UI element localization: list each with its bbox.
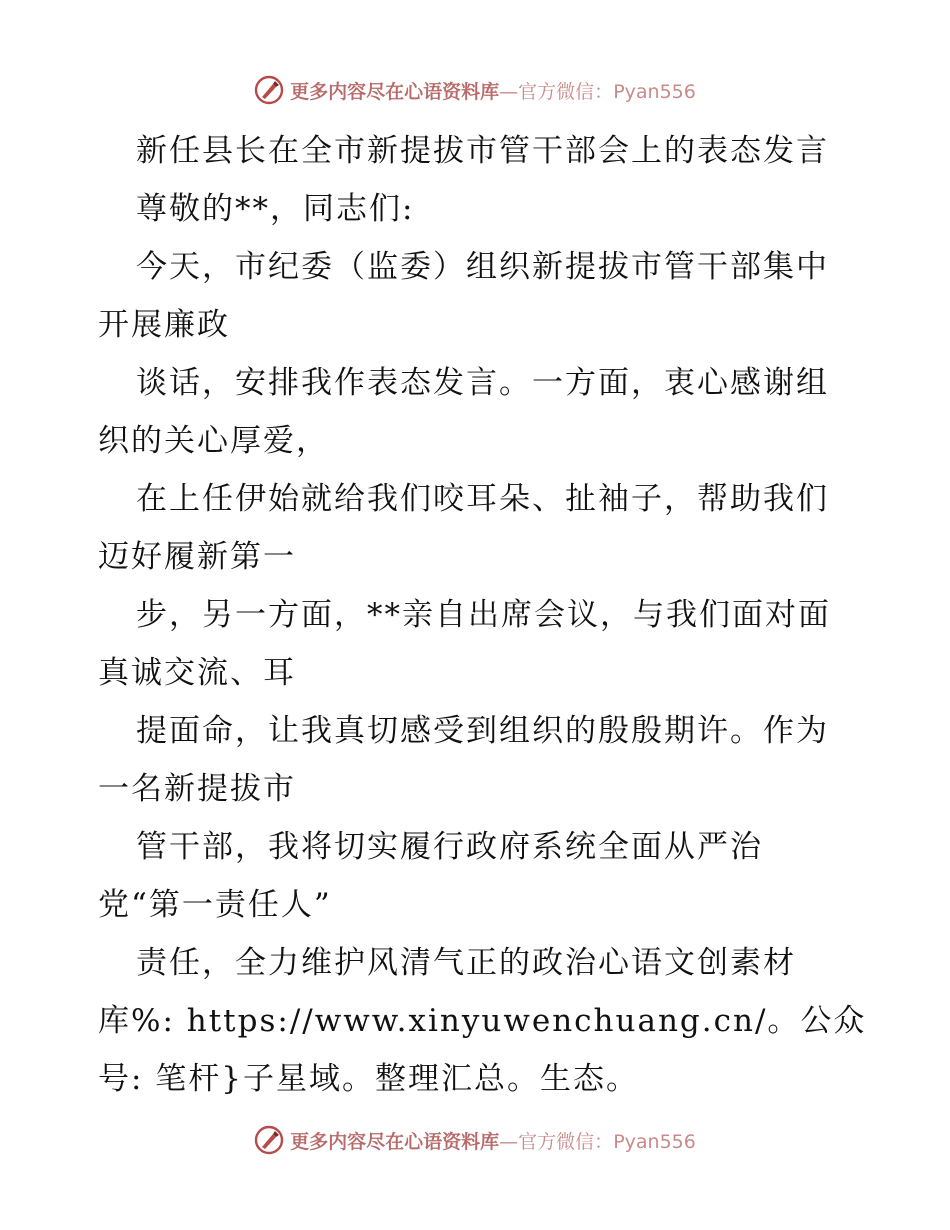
watermark-wechat-id: Pyan556 xyxy=(613,80,696,103)
document-line: 党“第一责任人” xyxy=(98,887,332,923)
document-line: 在上任伊始就给我们咬耳朵、扯袖子，帮助我们 xyxy=(136,481,829,517)
document-line: 号: 笔杆}子星域。整理汇总。生态。 xyxy=(98,1061,640,1097)
pen-logo-icon xyxy=(254,1125,284,1155)
watermark-wechat-label: 官方微信： xyxy=(518,1130,614,1153)
document-body xyxy=(98,122,867,1108)
footer-watermark-banner xyxy=(0,1120,950,1160)
document-line: 织的关心厚爱， xyxy=(98,423,329,459)
document-line: 谈话，安排我作表态发言。一方面，衷心感谢组 xyxy=(136,365,829,401)
pen-logo-icon xyxy=(254,75,284,105)
document-line: 责任，全力维护风清气正的政治心语文创素材 xyxy=(136,945,796,981)
document-line: 管干部，我将切实履行政府系统全面从严治 xyxy=(136,829,763,865)
watermark-main-text: 更多内容尽在心语资料库 xyxy=(290,1130,500,1153)
watermark-main-text: 更多内容尽在心语资料库 xyxy=(290,80,500,103)
watermark-wechat-label: 官方微信： xyxy=(518,80,614,103)
header-watermark-banner xyxy=(0,70,950,110)
document-line: 今天，市纪委（监委）组织新提拔市管干部集中 xyxy=(136,249,829,285)
watermark-wechat-id: Pyan556 xyxy=(613,1130,696,1153)
document-title: 新任县长在全市新提拔市管干部会上的表态发言 xyxy=(136,133,829,169)
document-line: 尊敬的**，同志们: xyxy=(136,191,415,227)
watermark-separator: — xyxy=(499,80,519,103)
header-watermark-text xyxy=(290,77,696,104)
document-line: 一名新提拔市 xyxy=(98,771,296,807)
footer-watermark-text xyxy=(290,1127,696,1154)
watermark-separator: — xyxy=(499,1130,519,1153)
document-line: 步，另一方面，**亲自出席会议，与我们面对面 xyxy=(136,597,831,633)
document-line: 库%: https://www.xinyuwenchuang.cn/。公众 xyxy=(98,1003,867,1039)
document-line: 迈好履新第一 xyxy=(98,539,296,575)
document-line: 提面命，让我真切感受到组织的殷殷期许。作为 xyxy=(136,713,829,749)
document-line: 开展廉政 xyxy=(98,307,230,343)
document-line: 真诚交流、耳 xyxy=(98,655,296,691)
